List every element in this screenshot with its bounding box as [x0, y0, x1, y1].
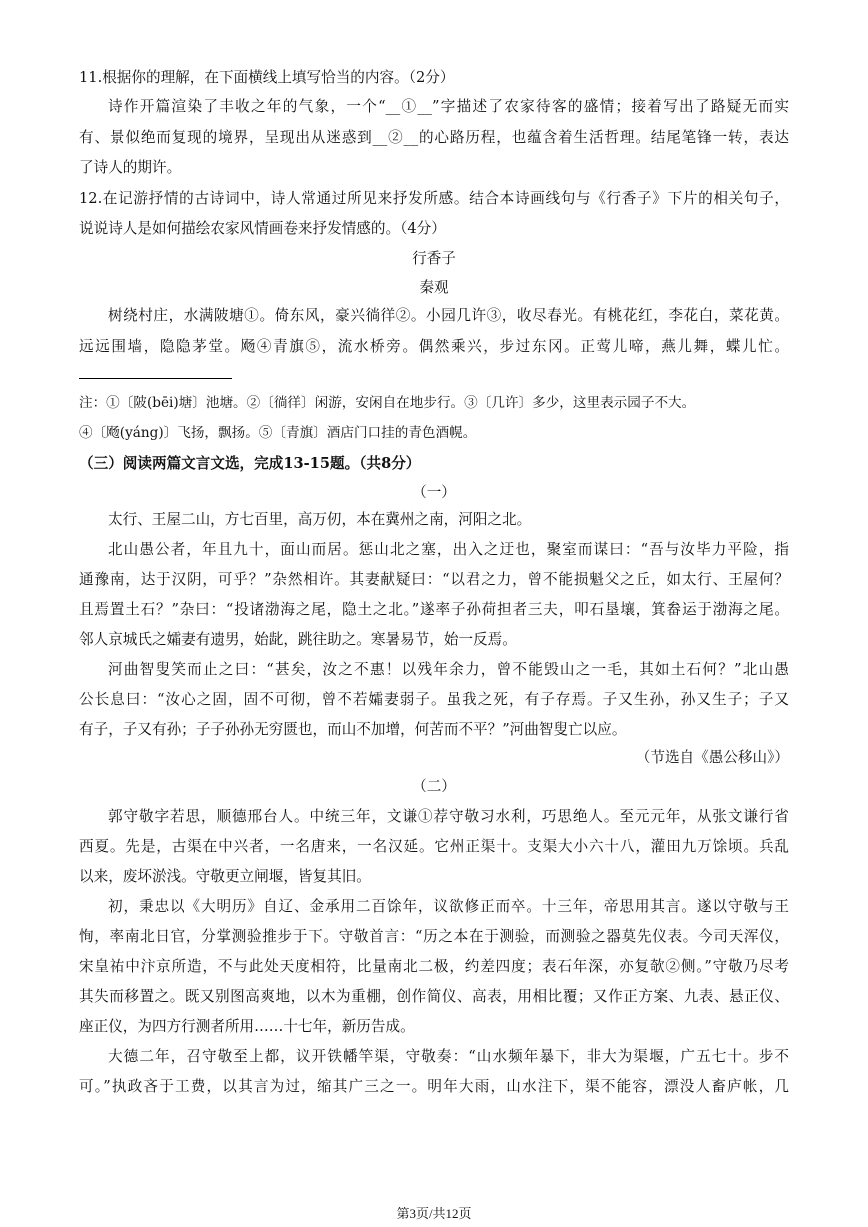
passage-2-line: 初，秉忠以《大明历》自辽、金承用二百馀年，议欲修正而卒。十三年，帝思用其言。遂以守敬与王	[108, 898, 789, 915]
poem-line-1: 树绕村庄，水满陂塘①。倚东风，豪兴徜徉②。小园几许③，收尽春光。有桃花红，李花白，菜花黄。	[108, 307, 789, 324]
passage-1-line: 公长息曰：“汝心之固，固不可彻，曾不若孀妻弱子。虽我之死，有子存焉。子又生孙，孙又生子；子又	[79, 691, 789, 708]
passage-2-line: 西夏。先是，古渠在中兴者，一名唐来，一名汉延。它州正渠十。支渠大小六十八，灌田九万馀顷。兵乱	[79, 838, 789, 855]
passage-2-line: 恂，率南北日官，分掌测验推步于下。守敬首言：“历之本在于测验，而测验之器莫先仪表。今司天浑仪，	[79, 928, 789, 945]
q11-stem: 11.根据你的理解，在下面横线上填写恰当的内容。（2分）	[79, 69, 455, 86]
poem-note-2: ④〔飏(yáng)〕飞扬，飘扬。⑤〔青旗〕酒店门口挂的青色酒幌。	[79, 425, 477, 441]
passage-1-line: 太行、王屋二山，方七百里，高万仞，本在冀州之南，河阳之北。	[108, 511, 532, 528]
q11-line-1: 诗作开篇渲染了丰收之年的气象，一个“__①__”字描述了农家待客的盛情；接着写出了路疑无而实	[108, 98, 789, 115]
passage-1-line: 北山愚公者，年且九十，面山而居。惩山北之塞，出入之迂也，聚室而谋曰：“吾与汝毕力平险，指	[108, 541, 789, 558]
passage-1-line: 有子，子又有孙；子子孙孙无穷匮也，而山不加增，何苦而不平？”河曲智叟亡以应。	[79, 721, 627, 738]
q11-line-2: 有、景似绝而复现的境界，呈现出从迷惑到__②__的心路历程，也蕴含着生活哲理。结尾笔锋一转，表达	[79, 129, 789, 146]
passage-2-line: 以来，废坏淤浅。守敬更立闸堰，皆复其旧。	[79, 868, 371, 885]
poem-line-2: 远远围墙，隐隐茅堂。飏④青旗⑤，流水桥旁。偶然乘兴，步过东冈。正莺儿啼，燕儿舞，蝶儿忙。	[79, 338, 789, 355]
passage-2-line: 大德二年，召守敬至上都，议开铁幡竿渠，守敬奏：“山水频年暴下，非大为渠堰，广五七十。步不	[108, 1048, 789, 1065]
footnote-divider	[79, 378, 232, 379]
passage-1-line: 通豫南，达于汉阴，可乎？”杂然相许。其妻献疑曰：“以君之力，曾不能损魁父之丘，如太行、王屋何？	[79, 571, 789, 588]
section-heading: （三）阅读两篇文言文选，完成13-15题。（共8分）	[79, 455, 421, 472]
part-2-label: （二）	[412, 778, 456, 795]
passage-2-line: 郭守敬字若思，顺德邢台人。中统三年，文谦①荐守敬习水利，巧思绝人。至元元年，从张文谦行省	[108, 808, 789, 825]
q12-line-2: 说说诗人是如何描绘农家风情画卷来抒发情感的。（4分）	[79, 220, 446, 237]
passage-2-line: 其失而移置之。既又别图高爽地，以木为重棚，创作简仪、高表，用相比覆；又作正方案、九表、悬正仪、	[79, 988, 789, 1005]
part-1-label: （一）	[412, 484, 456, 501]
passage-2-line: 座正仪，为四方行测者所用……十七年，新历告成。	[79, 1018, 415, 1035]
q11-line-3: 了诗人的期许。	[79, 159, 182, 176]
passage-1-line: 河曲智叟笑而止之曰：“甚矣，汝之不惠！以残年余力，曾不能毁山之一毛，其如土石何？”北山愚	[108, 661, 789, 678]
passage-2-line: 宋皇祐中汴京所造，不与此处天度相符，比量南北二极，约差四度；表石年深，亦复欹②侧。”守敬乃尽考	[79, 958, 789, 975]
passage-2-line: 可。”执政吝于工费，以其言为过，缩其广三之一。明年大雨，山水注下，渠不能容，漂没人畜庐帐，几	[79, 1078, 789, 1095]
q12-line-1: 12.在记游抒情的古诗词中，诗人常通过所见来抒发所感。结合本诗画线句与《行香子》下片的相关句子，	[79, 190, 789, 207]
passage-1-line: 且焉置土石？”杂曰：“投诸渤海之尾，隐土之北。”遂率子孙荷担者三夫，叩石垦壤，箕畚运于渤海之尾。	[79, 601, 789, 618]
poem-author: 秦观	[419, 279, 449, 296]
poem-title: 行香子	[412, 250, 456, 267]
passage-1-line: 邻人京城氏之孀妻有遗男，始龀，跳往助之。寒暑易节，始一反焉。	[79, 631, 517, 648]
poem-note-1: 注：①〔陂(bēi)塘〕池塘。②〔徜徉〕闲游，安闲自在地步行。③〔几许〕多少，这里表示园子不大。	[79, 395, 696, 411]
page-number: 第3页/共12页	[396, 1206, 472, 1221]
passage-1-source: （节选自《愚公移山》）	[635, 749, 789, 766]
